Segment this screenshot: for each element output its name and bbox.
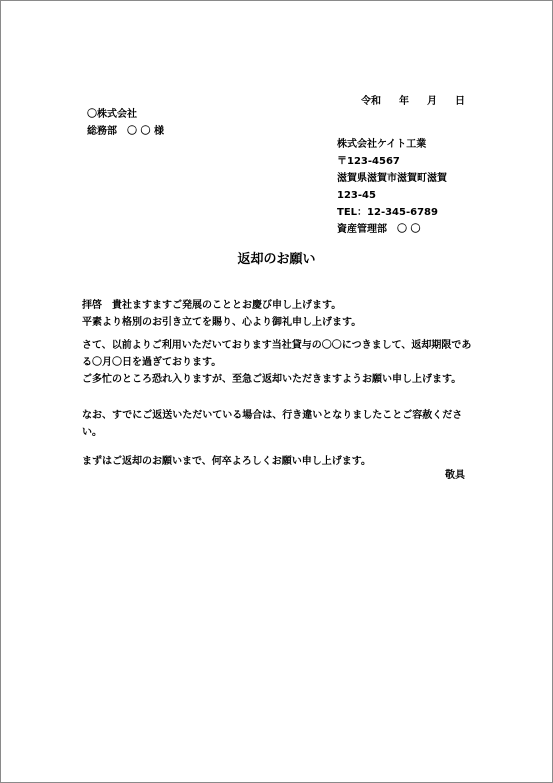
- recipient-block: [87, 106, 164, 140]
- sender-tel: TEL：12-345-6789: [337, 207, 438, 218]
- recipient-company: 〇株式会社: [87, 109, 137, 120]
- body-paragraph-greeting: [82, 297, 474, 331]
- sender-department: 資産管理部 〇 〇: [337, 224, 421, 235]
- sender-address: 滋賀県滋賀市滋賀町滋賀: [337, 173, 447, 184]
- body-line: ご多忙のところ恐れ入りますが、至急ご返却いただきますようお願い申し上げます。: [82, 374, 462, 385]
- body-paragraph-closing: [82, 453, 474, 470]
- body-paragraph-note: [82, 407, 474, 441]
- sender-address-number: 123-45: [337, 190, 376, 201]
- body-line: さて、以前よりご利用いただいております当社貸与の〇〇につきまして、返却期限である〇月〇日を過ぎております。: [82, 340, 472, 368]
- letter-title: 返却のお願い: [237, 252, 316, 267]
- date-month: 月: [427, 96, 437, 107]
- body-line: なお、すでにご返送いただいている場合は、行き違いとなりましたことご容赦ください。: [82, 410, 463, 438]
- body-line: まずはご返却のお願いまで、何卒よろしくお願い申し上げます。: [82, 456, 371, 467]
- date-day: 日: [455, 96, 465, 107]
- sender-postal: 〒123-4567: [337, 156, 400, 167]
- body-line: 平素より格別のお引き立てを賜り、心より御礼申し上げます。: [82, 317, 362, 328]
- sender-block: [337, 136, 447, 238]
- date-era: 令和: [361, 96, 381, 107]
- closing-word: 敬具: [445, 470, 465, 481]
- sender-company: 株式会社ケイト工業: [337, 139, 427, 150]
- date-year: 年: [399, 96, 409, 107]
- body-line: 拝啓 貴社ますますご発展のこととお慶び申し上げます。: [82, 300, 342, 311]
- body-paragraph-request: [82, 337, 474, 388]
- letter-date: [361, 93, 465, 110]
- recipient-department: 総務部 〇 〇 様: [87, 126, 164, 137]
